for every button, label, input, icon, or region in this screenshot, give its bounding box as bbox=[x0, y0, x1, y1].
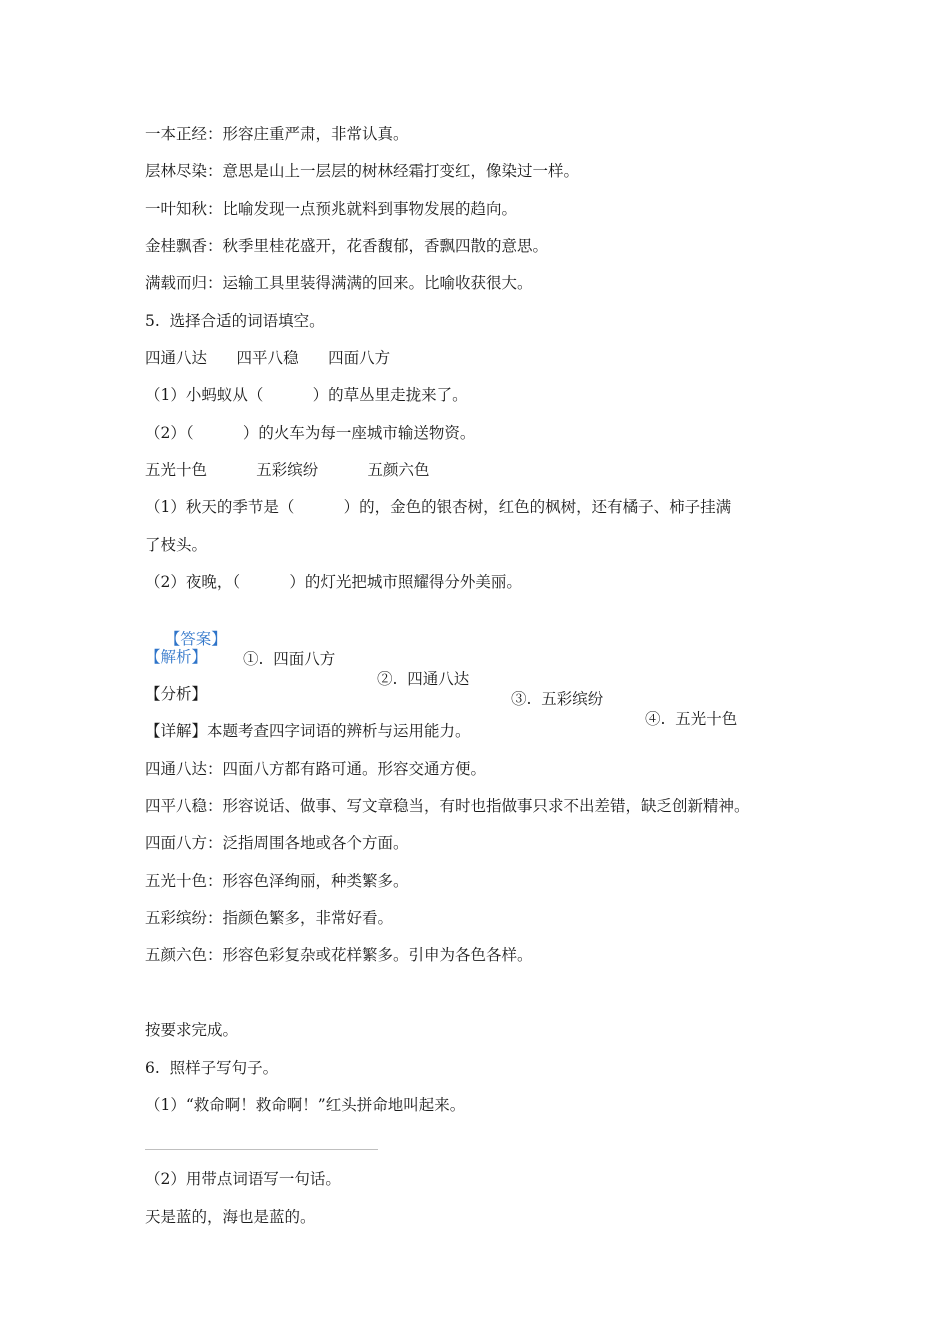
section-heading: 按要求完成。 bbox=[145, 1021, 239, 1039]
text-line: 层林尽染：意思是山上一层层的树林经霜打变红，像染过一样。 bbox=[145, 162, 580, 180]
detail-line bbox=[145, 721, 471, 741]
text-line: 一叶知秋：比喻发现一点预兆就料到事物发展的趋向。 bbox=[145, 200, 518, 218]
word-options-2: 五光十色 五彩缤纷 五颜六色 bbox=[145, 461, 430, 479]
detail-label: 【详解】 bbox=[145, 722, 208, 740]
text-line: 金桂飘香：秋季里桂花盛开，花香馥郁，香飘四散的意思。 bbox=[145, 237, 549, 255]
question-line: （1）秋天的季节是（ ）的，金色的银杏树，红色的枫树，还有橘子、柿子挂满 bbox=[145, 498, 732, 516]
definition-line: 五颜六色：形容色彩复杂或花样繁多。引申为各色各样。 bbox=[145, 946, 533, 964]
question-6-title: 6. 照样子写句子。 bbox=[145, 1059, 279, 1077]
word-options-1: 四通八达 四平八稳 四面八方 bbox=[145, 349, 391, 367]
definition-line: 五彩缤纷：指颜色繁多，非常好看。 bbox=[145, 909, 394, 927]
fenxi-label: 【分析】 bbox=[145, 685, 208, 703]
definition-line: 四通八达：四面八方都有路可通。形容交通方便。 bbox=[145, 760, 487, 778]
question-line: （2）（ ）的火车为每一座城市输送物资。 bbox=[145, 424, 476, 442]
question-line: （1）小蚂蚁从（ ）的草丛里走拢来了。 bbox=[145, 386, 468, 404]
detail-text: 本题考查四字词语的辨析与运用能力。 bbox=[207, 722, 471, 740]
question-line: （2）夜晚，（ ）的灯光把城市照耀得分外美丽。 bbox=[145, 573, 522, 591]
definition-line: 四平八稳：形容说话、做事、写文章稳当，有时也指做事只求不出差错，缺乏创新精神。 bbox=[145, 797, 750, 815]
answer-label: 【答案】 bbox=[164, 630, 227, 648]
analysis-label: 【解析】 bbox=[145, 648, 208, 666]
example-sentence: 天是蓝的，海也是蓝的。 bbox=[145, 1208, 316, 1226]
question-line: （1）“救命啊！救命啊！”红头拼命地叫起来。 bbox=[145, 1096, 466, 1114]
text-line: 满载而归：运输工具里装得满满的回来。比喻收获很大。 bbox=[145, 274, 533, 292]
answer-item: ④. 五光十色 bbox=[645, 710, 738, 728]
answer-item: ②. 四通八达 bbox=[377, 670, 470, 688]
text-line: 一本正经：形容庄重严肃，非常认真。 bbox=[145, 125, 409, 143]
question-line: 了枝头。 bbox=[145, 536, 208, 554]
definition-line: 五光十色：形容色泽绚丽，种类繁多。 bbox=[145, 872, 409, 890]
answer-item: ①. 四面八方 bbox=[243, 650, 336, 668]
answer-item: ③. 五彩缤纷 bbox=[511, 690, 604, 708]
answer-blank-line bbox=[145, 1149, 378, 1150]
question-5-title: 5. 选择合适的词语填空。 bbox=[145, 312, 325, 330]
definition-line: 四面八方：泛指周围各地或各个方面。 bbox=[145, 834, 409, 852]
question-line: （2）用带点词语写一句话。 bbox=[145, 1170, 341, 1188]
